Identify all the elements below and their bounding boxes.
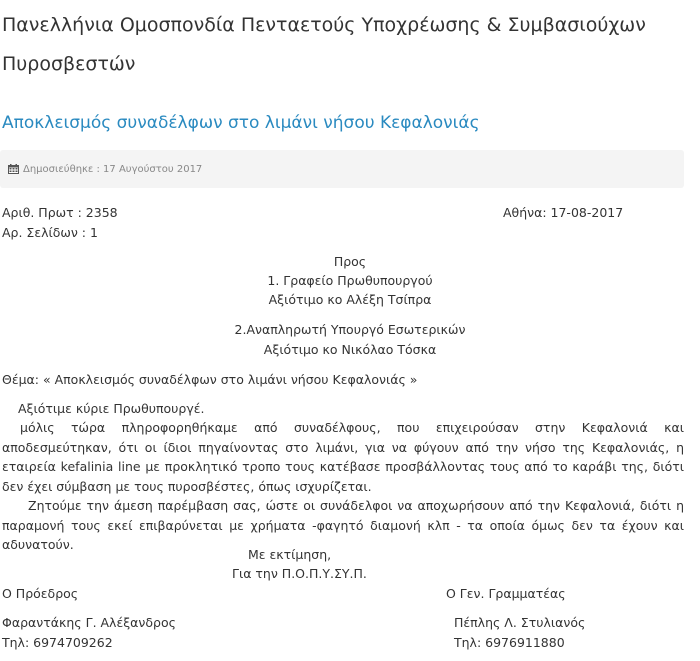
site-title: Πανελλήνια Ομοσπονδία Πενταετούς Υποχρέωσης & Συμβασιούχων Πυροσβεστών: [2, 14, 646, 75]
salutation: Αξιότιμε κύριε Πρωθυπουργέ.: [18, 401, 205, 416]
secretary-title: Ο Γεν. Γραμματέας: [446, 586, 566, 601]
page-count: Αρ. Σελίδων : 1: [2, 225, 98, 240]
calendar-icon: [8, 164, 19, 174]
place-date: Αθήνα: 17-08-2017: [503, 205, 624, 220]
secretary-name: Πέπλης Λ. Στυλιανός: [454, 615, 586, 630]
closing: Με εκτίμηση,: [248, 547, 332, 562]
paragraph-1: μόλις τώρα πληροφορηθήκαμε από συναδέλφους, που επιχειρούσαν στην Κεφαλονιά και αποδεσμεύτηκαν, ότι οι ίδιοι πηγαίνοντας στο λιμάνι, για να φύγουν από την νήσο της Κεφαλονιάς, η εταιρεία kefalinia line με προκλητικό τροπο τους κατέβασε προσβάλλοντας τους από το καράβι της, διότι δεν έχει σύμβαση με τους πυροσβέστες, όπως ισχυρίζεται.: [2, 420, 684, 494]
secretary-phone: Τηλ: 6976911880: [454, 635, 565, 650]
recipient-1-office: 1. Γραφείο Πρωθυπουργού: [267, 273, 433, 288]
recipient-1-name: Αξιότιμο κο Αλέξη Τσίπρα: [268, 292, 432, 307]
paragraph-2: Ζητούμε την άμεση παρέμβαση σας, ώστε οι συνάδελφοι να αποχωρήσουν από την Κεφαλονιά, διότι η παραμονή τους εκεί επιβαρύνεται με χρήματα -φαγητό διαμονή κλπ - τα οποία όμως δεν τα έχουν και αδυνατούν.: [2, 498, 684, 552]
article-title[interactable]: Αποκλεισμός συναδέλφων στο λιμάνι νήσου Κεφαλονιάς: [2, 113, 480, 133]
recipient-2-office: 2.Αναπληρωτή Υπουργό Εσωτερικών: [234, 322, 466, 337]
letter-subject: Θέμα: « Αποκλεισμός συναδέλφων στο λιμάνι νήσου Κεφαλονιάς »: [2, 372, 418, 387]
published-date: Δημοσιεύθηκε : 17 Αυγούστου 2017: [23, 163, 203, 175]
article-meta-bar: [0, 150, 684, 188]
recipient-2-name: Αξιότιμο κο Νικόλαο Τόσκα: [263, 342, 437, 357]
protocol-number: Αριθ. Πρωτ : 2358: [2, 205, 118, 220]
president-phone: Τηλ: 6974709262: [2, 635, 113, 650]
president-name: Φαραντάκης Γ. Αλέξανδρος: [2, 615, 176, 630]
president-title: Ο Πρόεδρος: [2, 586, 79, 601]
closing-organization: Για την Π.Ο.Π.Υ.ΣΥ.Π.: [232, 566, 367, 581]
to-label: Προς: [333, 254, 367, 269]
